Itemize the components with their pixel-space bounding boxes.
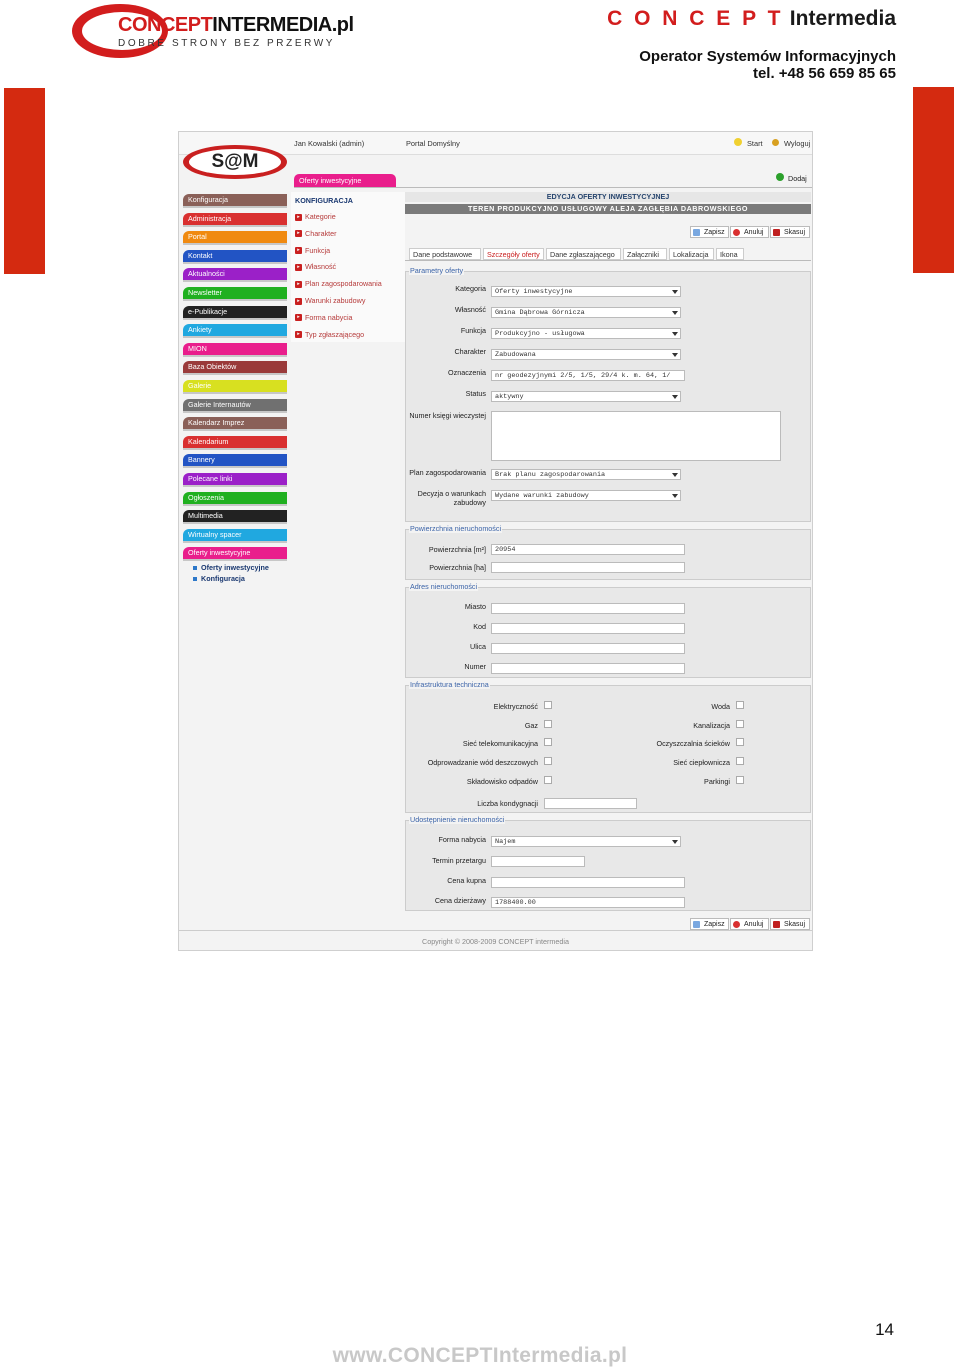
cancel-button[interactable] — [730, 226, 769, 238]
chevron-down-icon — [672, 353, 678, 357]
plan-select[interactable] — [491, 469, 681, 480]
infra-checkbox[interactable] — [544, 701, 552, 709]
active-section-tab[interactable]: Oferty inwestycyjne — [294, 174, 396, 187]
tab-divider — [294, 187, 812, 188]
sidebar-item[interactable]: Kalendarz Imprez — [183, 417, 287, 429]
infra-label: Woda — [711, 702, 730, 711]
delete-label: Skasuj — [784, 921, 806, 928]
title-brand: C O N C E P T — [607, 7, 784, 30]
delete-label: Skasuj — [784, 229, 806, 236]
add-icon[interactable] — [776, 173, 784, 181]
share-section — [405, 815, 811, 911]
address-label: Numer — [464, 662, 486, 671]
sidebar-item[interactable]: Portal — [183, 231, 287, 243]
param-input[interactable] — [491, 328, 681, 339]
config-item-label: Plan zagospodarowania — [305, 279, 382, 289]
square-bullet-icon — [193, 577, 197, 581]
start-link[interactable]: Start — [747, 139, 763, 148]
config-item[interactable] — [295, 229, 337, 238]
param-label: Funkcja — [460, 326, 486, 335]
app-window — [178, 131, 813, 951]
infra-checkbox[interactable] — [736, 720, 744, 728]
param-value: aktywny — [495, 393, 524, 401]
chevron-down-icon — [672, 311, 678, 315]
copyright: Copyright © 2008-2009 CONCEPT intermedia — [422, 937, 569, 946]
term-label: Termin przetargu — [432, 856, 486, 865]
price-input[interactable] — [491, 877, 685, 888]
sidebar-item[interactable]: Konfiguracja — [183, 194, 287, 206]
square-bullet-icon — [193, 566, 197, 570]
plan-label: Plan zagospodarowania — [409, 468, 486, 477]
left-red-bar — [4, 88, 45, 274]
sidebar-subitem-label: Konfiguracja — [201, 574, 245, 583]
save-button[interactable] — [690, 226, 729, 238]
sidebar-subitem[interactable] — [193, 563, 269, 572]
config-item-label: Kategorie — [305, 212, 336, 221]
chevron-down-icon — [672, 473, 678, 477]
sidebar-subitem[interactable] — [193, 574, 245, 583]
param-label: Kategoria — [455, 284, 486, 293]
delete-button[interactable] — [770, 226, 810, 238]
params-title: Parametry oferty — [410, 266, 464, 275]
arrow-right-icon: ▸ — [295, 214, 302, 221]
decyzja-value: Wydane warunki zabudowy — [495, 492, 589, 500]
param-value: Oferty inwestycyjne — [495, 288, 573, 296]
save-label: Zapisz — [704, 229, 725, 236]
tab-2[interactable]: Dane zgłaszającego — [546, 248, 621, 260]
lease-label: Cena dzierżawy — [434, 896, 486, 905]
toolbar-bottom — [690, 918, 810, 930]
param-value: Gmina Dąbrowa Górnicza — [495, 309, 585, 317]
cancel-label: Anuluj — [744, 229, 764, 236]
infra-checkbox[interactable] — [544, 757, 552, 765]
config-item-label: Funkcja — [305, 245, 331, 255]
user-label[interactable]: Jan Kowalski (admin) — [294, 139, 365, 148]
sidebar-item[interactable]: Kontakt — [183, 250, 287, 262]
infra-label: Kanalizacja — [693, 720, 730, 730]
save-icon — [693, 921, 700, 928]
portal-label[interactable]: Portal Domyślny — [406, 139, 460, 148]
tab-3[interactable]: Załączniki — [623, 248, 667, 260]
footer-url[interactable]: www.CONCEPTIntermedia.pl — [332, 1344, 628, 1367]
config-item-label: Charakter — [305, 228, 337, 238]
infra-label: Oczyszczalnia ścieków — [656, 739, 730, 749]
logo-tagline: DOBRE STRONY BEZ PRZERWY — [118, 38, 336, 49]
config-item[interactable] — [295, 212, 336, 221]
sidebar-subitem-label: Oferty inwestycyjne — [201, 563, 269, 572]
add-button[interactable]: Dodaj — [788, 174, 807, 183]
params-section — [405, 266, 811, 522]
param-input[interactable] — [491, 349, 681, 360]
address-label: Miasto — [464, 602, 486, 611]
sidebar-item[interactable]: Ankiety — [183, 324, 287, 336]
tab-5[interactable]: Ikona — [716, 248, 744, 260]
infra-label: Odprowadzanie wód deszczowych — [427, 758, 538, 768]
sidebar-item[interactable]: Polecane linki — [183, 473, 287, 485]
infra-label: Gaz — [524, 720, 538, 730]
address-label: Kod — [473, 622, 486, 631]
sidebar-item[interactable]: Ogłoszenia — [183, 492, 287, 504]
infra-label: Sieć ciepłownicza — [673, 758, 730, 768]
chevron-down-icon — [672, 395, 678, 399]
area-title: Powierzchnia nieruchomości — [410, 524, 502, 533]
param-label: Status — [465, 389, 486, 398]
chevron-down-icon — [672, 840, 678, 844]
address-input[interactable] — [491, 623, 685, 634]
address-label: Ulica — [470, 642, 486, 651]
sidebar-item[interactable]: Wirtualny spacer — [183, 529, 287, 541]
sidebar-item[interactable]: e-Publikacje — [183, 306, 287, 318]
term-input[interactable] — [491, 856, 585, 867]
sidebar-item[interactable]: MION — [183, 343, 287, 355]
config-item[interactable] — [295, 246, 330, 255]
address-input[interactable] — [491, 643, 685, 654]
param-value: Produkcyjno - usługowa — [495, 330, 585, 338]
sidebar-item[interactable]: Multimedia — [183, 510, 287, 522]
config-item[interactable] — [295, 262, 336, 271]
sidebar-item[interactable]: Kalendarium — [183, 436, 287, 448]
delete-icon — [773, 921, 780, 928]
arrow-right-icon: ▸ — [295, 298, 302, 305]
form-value: Najem — [495, 838, 516, 846]
area-m2-label: Powierzchnia [m²] — [428, 545, 486, 554]
infra-label: Elektryczność — [493, 702, 538, 711]
infra-checkbox[interactable] — [544, 720, 552, 728]
floors-input[interactable] — [544, 798, 637, 809]
infra-checkbox[interactable] — [736, 738, 744, 746]
main-content — [405, 190, 812, 950]
area-m2-input[interactable]: 20954 — [491, 544, 685, 555]
infra-checkbox[interactable] — [544, 776, 552, 784]
infra-checkbox[interactable] — [736, 701, 744, 709]
save-button-bottom[interactable] — [690, 918, 729, 930]
param-value: nr geodezyjnymi 2/5, 1/5, 29/4 k. m. 64, 1/ — [495, 372, 671, 380]
header-phone: tel. +48 56 659 85 65 — [752, 65, 896, 82]
edit-subtitle: TEREN PRODUKCYJNO USŁUGOWY ALEJA ZAGŁĘBIA DABROWSKIEGO — [405, 204, 811, 214]
form-select[interactable] — [491, 836, 681, 847]
share-title: Udostępnienie nieruchomości — [410, 815, 505, 824]
infra-title: Infrastruktura techniczna — [410, 680, 489, 689]
sidebar-item[interactable]: Galerie — [183, 380, 287, 392]
chevron-down-icon — [672, 332, 678, 336]
infra-checkbox[interactable] — [544, 738, 552, 746]
lock-icon — [772, 139, 779, 146]
cancel-icon — [733, 921, 740, 928]
decyzja-label: Decyzja o warunkach zabudowy — [417, 489, 486, 507]
config-item-label: Własność — [305, 262, 337, 272]
config-head: KONFIGURACJA — [295, 196, 353, 205]
arrow-right-icon: ▸ — [295, 331, 302, 338]
chevron-down-icon — [672, 290, 678, 294]
infra-section — [405, 680, 811, 813]
delete-button-bottom[interactable] — [770, 918, 810, 930]
area-ha-input[interactable] — [491, 562, 685, 573]
save-label: Zapisz — [704, 921, 725, 928]
area-ha-label: Powierzchnia [ha] — [429, 563, 486, 572]
form-label: Forma nabycia — [438, 835, 486, 844]
config-item[interactable] — [295, 330, 364, 339]
edit-title: EDYCJA OFERTY INWESTYCYJNEJ — [405, 192, 811, 202]
config-panel — [291, 192, 405, 342]
arrow-right-icon: ▸ — [295, 314, 302, 321]
decyzja-select[interactable] — [491, 490, 681, 501]
infra-checkbox[interactable] — [736, 776, 744, 784]
logo-part2: INTERMEDIA.pl — [212, 14, 354, 36]
param-label: Własność — [454, 305, 486, 314]
area-section — [405, 524, 811, 580]
config-item[interactable] — [295, 296, 365, 305]
toolbar-top — [690, 226, 810, 238]
header-subtitle: Operator Systemów Informacyjnych — [639, 48, 896, 65]
tab-1[interactable]: Szczegóły oferty — [483, 248, 544, 260]
header-title — [607, 7, 896, 31]
tab-4[interactable]: Lokalizacja — [669, 248, 714, 260]
address-input[interactable] — [491, 663, 685, 674]
right-red-bar — [913, 87, 954, 273]
tabs-divider — [405, 260, 811, 261]
infra-label: Składowisko odpadów — [466, 776, 538, 786]
lightbulb-icon — [734, 138, 742, 146]
tab-0[interactable]: Dane podstawowe — [409, 248, 481, 260]
config-item[interactable] — [295, 313, 353, 322]
arrow-right-icon: ▸ — [295, 247, 302, 254]
delete-icon — [773, 229, 780, 236]
cancel-label: Anuluj — [744, 921, 764, 928]
chevron-down-icon — [672, 494, 678, 498]
param-value: Zabudowana — [495, 351, 536, 359]
config-item[interactable] — [295, 279, 382, 288]
sidebar-item[interactable]: Aktualności — [183, 268, 287, 280]
footer-divider — [179, 930, 812, 931]
arrow-right-icon: ▸ — [295, 230, 302, 237]
config-item-label: Warunki zabudowy — [305, 296, 366, 305]
param-input[interactable] — [491, 370, 685, 381]
param-input[interactable] — [491, 307, 681, 318]
floors-label: Liczba kondygnacji — [477, 799, 538, 808]
arrow-right-icon: ▸ — [295, 281, 302, 288]
sidebar-item[interactable]: Galerie Internautów — [183, 399, 287, 411]
arrow-right-icon: ▸ — [295, 264, 302, 271]
sidebar-item[interactable]: Oferty inwestycyjne — [183, 547, 287, 559]
param-input[interactable] — [491, 286, 681, 297]
sidebar-item[interactable]: Administracja — [183, 213, 287, 225]
address-input[interactable] — [491, 603, 685, 614]
save-icon — [693, 229, 700, 236]
logo-part1: CONCEPT — [118, 14, 213, 36]
company-logo — [118, 14, 354, 37]
config-item-label: Typ zgłaszającego — [305, 329, 365, 339]
plan-value: Brak planu zagospodarowania — [495, 471, 606, 479]
infra-label: Sieć telekomunikacyjna — [462, 739, 538, 749]
infra-checkbox[interactable] — [736, 757, 744, 765]
cancel-button-bottom[interactable] — [730, 918, 769, 930]
cancel-icon — [733, 229, 740, 236]
address-title: Adres nieruchomości — [410, 582, 478, 591]
sidebar-item[interactable]: Bannery — [183, 454, 287, 466]
config-item-label: Forma nabycia — [305, 312, 353, 322]
lease-input[interactable]: 1788400.00 — [491, 897, 685, 908]
param-input[interactable] — [491, 391, 681, 402]
ksiega-label: Numer księgi wieczystej — [409, 411, 486, 420]
page-number: 14 — [875, 1320, 894, 1339]
sidebar-item[interactable]: Baza Obiektów — [183, 361, 287, 373]
title-rest: Intermedia — [789, 7, 896, 30]
address-section — [405, 582, 811, 678]
param-label: Charakter — [454, 347, 486, 356]
sidebar-item[interactable]: Newsletter — [183, 287, 287, 299]
param-label: Oznaczenia — [448, 368, 486, 377]
infra-label: Parkingi — [704, 776, 730, 786]
ksiega-textarea[interactable] — [491, 411, 781, 461]
logout-link[interactable]: Wyloguj — [784, 139, 811, 148]
sam-logo: S@M — [189, 149, 281, 175]
price-label: Cena kupna — [447, 876, 486, 885]
